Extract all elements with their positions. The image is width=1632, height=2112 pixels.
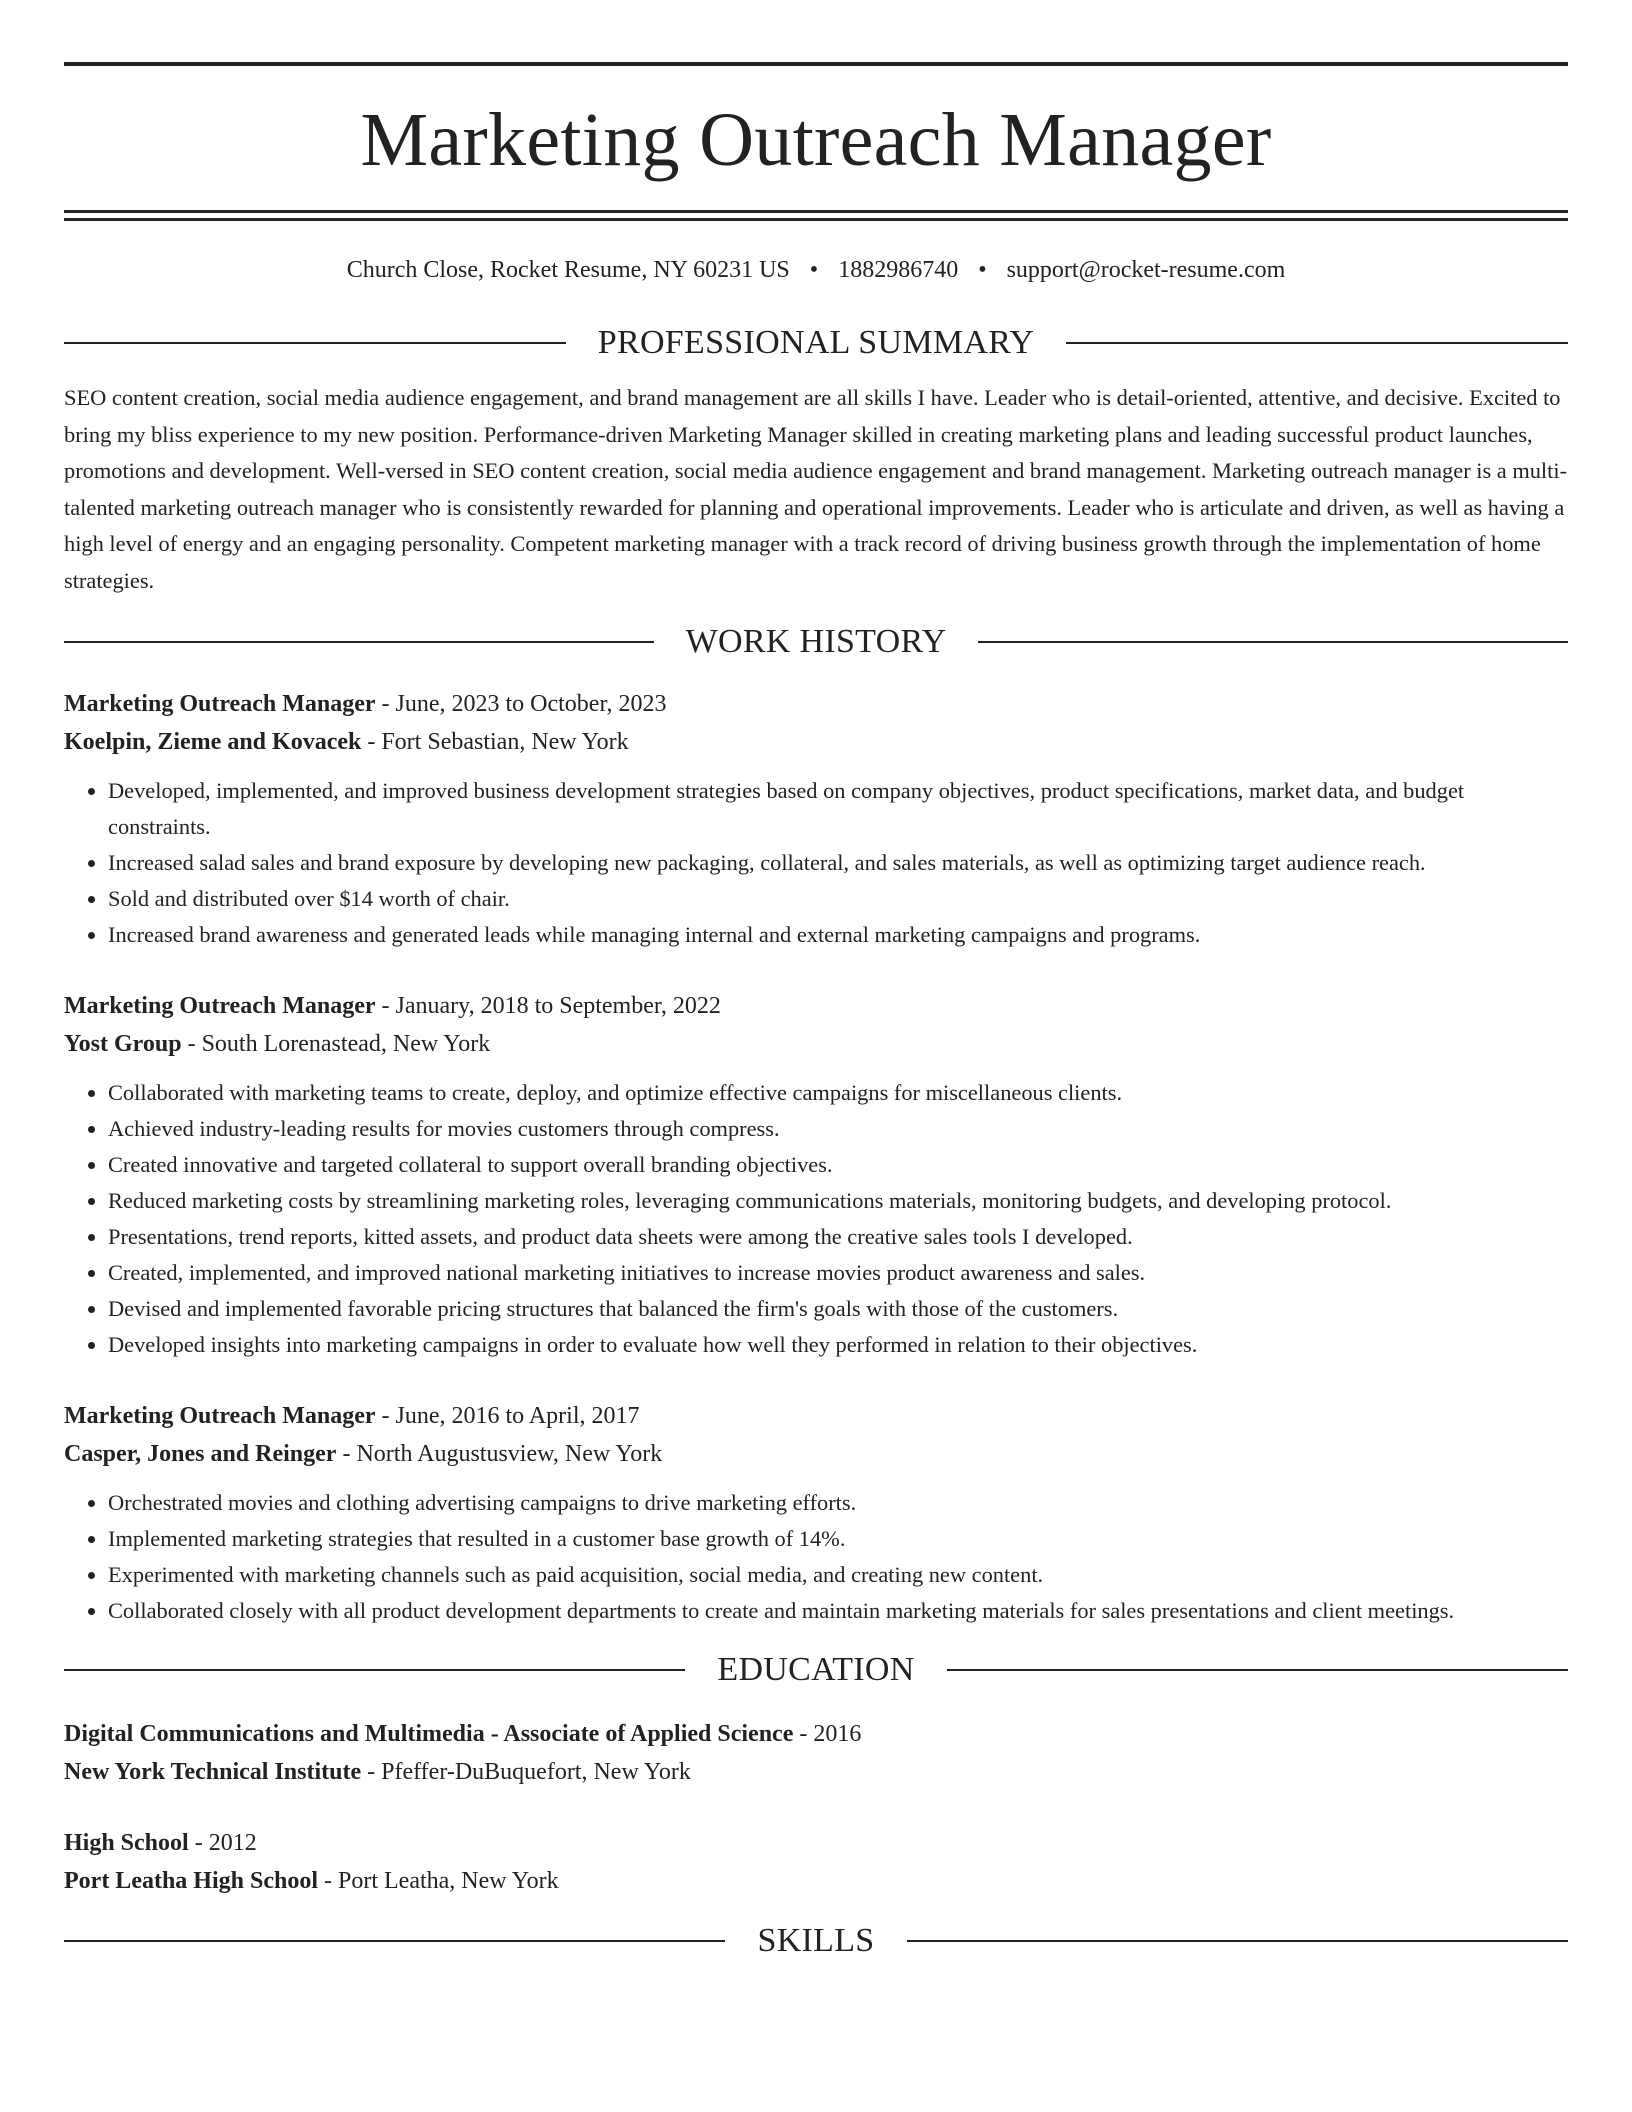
heading-rule-right [1066, 342, 1568, 344]
job-dates: - June, 2023 to October, 2023 [375, 691, 667, 717]
list-item: • Increased brand awareness and generated leads while managing internal and external marketing campaigns and programs. [108, 917, 1568, 953]
heading-rule-left [64, 1669, 685, 1671]
list-item: • Devised and implemented favorable pricing structures that balanced the firm's goals with those of the customers. [108, 1291, 1568, 1327]
job-location: - South Lorenastead, New York [181, 1031, 491, 1057]
contact-line [64, 257, 1568, 284]
job-dates: - January, 2018 to September, 2022 [375, 993, 721, 1019]
job-company: Casper, Jones and Reinger [64, 1441, 337, 1467]
list-item: • Sold and distributed over $14 worth of chair. [108, 881, 1568, 917]
list-item: • Created, implemented, and improved national marketing initiatives to increase movies product awareness and sales. [108, 1255, 1568, 1291]
title-double-rule [64, 210, 1568, 221]
job-company-line [64, 1025, 1568, 1063]
contact-address: Church Close, Rocket Resume, NY 60231 US [346, 257, 790, 283]
list-item: • Achieved industry-leading results for movies customers through compress. [108, 1111, 1568, 1147]
education-school: Port Leatha High School [64, 1868, 319, 1894]
resume-title: Marketing Outreach Manager [360, 98, 1272, 182]
section-title: WORK HISTORY [685, 623, 947, 660]
job-title-line [64, 685, 1568, 723]
education-location: - Port Leatha, New York [318, 1868, 559, 1894]
heading-rule-right [947, 1669, 1568, 1671]
list-item: • Experimented with marketing channels such as paid acquisition, social media, and creating new content. [108, 1557, 1568, 1593]
section-title: SKILLS [757, 1922, 875, 1959]
education-degree: Digital Communications and Multimedia - Associate of Applied Science [64, 1721, 794, 1747]
list-item: • Increased salad sales and brand exposure by developing new packaging, collateral, and sales materials, as well as optimizing target audience reach. [108, 845, 1568, 881]
list-item: • Developed insights into marketing campaigns in order to evaluate how well they performed in relation to their objectives. [108, 1327, 1568, 1363]
section-title: PROFESSIONAL SUMMARY [597, 324, 1035, 361]
job-title: Marketing Outreach Manager [64, 1403, 376, 1429]
contact-phone: 1882986740 [838, 257, 959, 283]
education-school-line [64, 1753, 1568, 1791]
list-item: • Collaborated closely with all product development departments to create and maintain marketing materials for sales presentations and client meetings. [108, 1593, 1568, 1629]
section-heading-work-history [64, 623, 1568, 661]
job-company: Koelpin, Zieme and Kovacek [64, 729, 362, 755]
list-item: • Implemented marketing strategies that resulted in a customer base growth of 14%. [108, 1521, 1568, 1557]
job-company-line [64, 723, 1568, 761]
section-title: EDUCATION [717, 1651, 915, 1688]
job-location: - North Augustusview, New York [336, 1441, 663, 1467]
job-bullets [64, 773, 1568, 953]
job-dates: - June, 2016 to April, 2017 [375, 1403, 640, 1429]
job-entry [64, 987, 1568, 1363]
education-entry [64, 1824, 1568, 1900]
job-company: Yost Group [64, 1031, 182, 1057]
education-degree: High School [64, 1830, 189, 1856]
job-company-line [64, 1435, 1568, 1473]
list-item: • Presentations, trend reports, kitted assets, and product data sheets were among the creative sales tools I developed. [108, 1219, 1568, 1255]
job-location: - Fort Sebastian, New York [361, 729, 629, 755]
heading-rule-left [64, 1940, 725, 1942]
job-title-line [64, 987, 1568, 1025]
job-bullets [64, 1075, 1568, 1363]
summary-text: SEO content creation, social media audience engagement, and brand management are all skills I have. Leader who is detail-oriented, attentive, and decisive. Excited to bring my bliss experience to my new position. Performance-driven Marketing Manager skilled in creating marketing plans and leading successful product launches, promotions and development. Well-versed in SEO content creation, social media audience engagement and brand management. Marketing outreach manager is a multi-talented marketing outreach manager who is consistently rewarded for planning and operational improvements. Leader who is articulate and driven, as well as having a high level of energy and an engaging personality. Competent marketing manager with a track record of driving business growth through the implementation of home strategies. [64, 385, 1568, 593]
list-item: • Collaborated with marketing teams to create, deploy, and optimize effective campaigns for miscellaneous clients. [108, 1075, 1568, 1111]
job-title: Marketing Outreach Manager [64, 691, 376, 717]
education-school: New York Technical Institute [64, 1759, 362, 1785]
education-location: - Pfeffer-DuBuquefort, New York [361, 1759, 691, 1785]
job-title: Marketing Outreach Manager [64, 993, 376, 1019]
list-item: • Reduced marketing costs by streamlining marketing roles, leveraging communications materials, monitoring budgets, and developing protocol. [108, 1183, 1568, 1219]
job-entry [64, 685, 1568, 953]
education-entry [64, 1715, 1568, 1791]
section-heading-summary [64, 324, 1568, 362]
contact-separator: • [978, 257, 987, 283]
section-heading-education [64, 1651, 1568, 1689]
section-heading-skills [64, 1922, 1568, 1960]
education-degree-line [64, 1715, 1568, 1753]
heading-rule-right [978, 641, 1568, 643]
list-item: • Created innovative and targeted collateral to support overall branding objectives. [108, 1147, 1568, 1183]
contact-separator: • [809, 257, 819, 283]
job-entry [64, 1397, 1568, 1629]
education-year: - 2012 [188, 1830, 257, 1856]
education-year: - 2016 [793, 1721, 862, 1747]
list-item: • Developed, implemented, and improved business development strategies based on company objectives, product specifications, market data, and budget constraints. [108, 773, 1568, 845]
heading-rule-right [907, 1940, 1568, 1942]
education-degree-line [64, 1824, 1568, 1862]
list-item: • Orchestrated movies and clothing advertising campaigns to drive marketing efforts. [108, 1485, 1568, 1521]
education-school-line [64, 1862, 1568, 1900]
job-title-line [64, 1397, 1568, 1435]
heading-rule-left [64, 641, 654, 643]
contact-email: support@rocket-resume.com [1006, 257, 1286, 283]
heading-rule-left [64, 342, 566, 344]
job-bullets [64, 1485, 1568, 1629]
